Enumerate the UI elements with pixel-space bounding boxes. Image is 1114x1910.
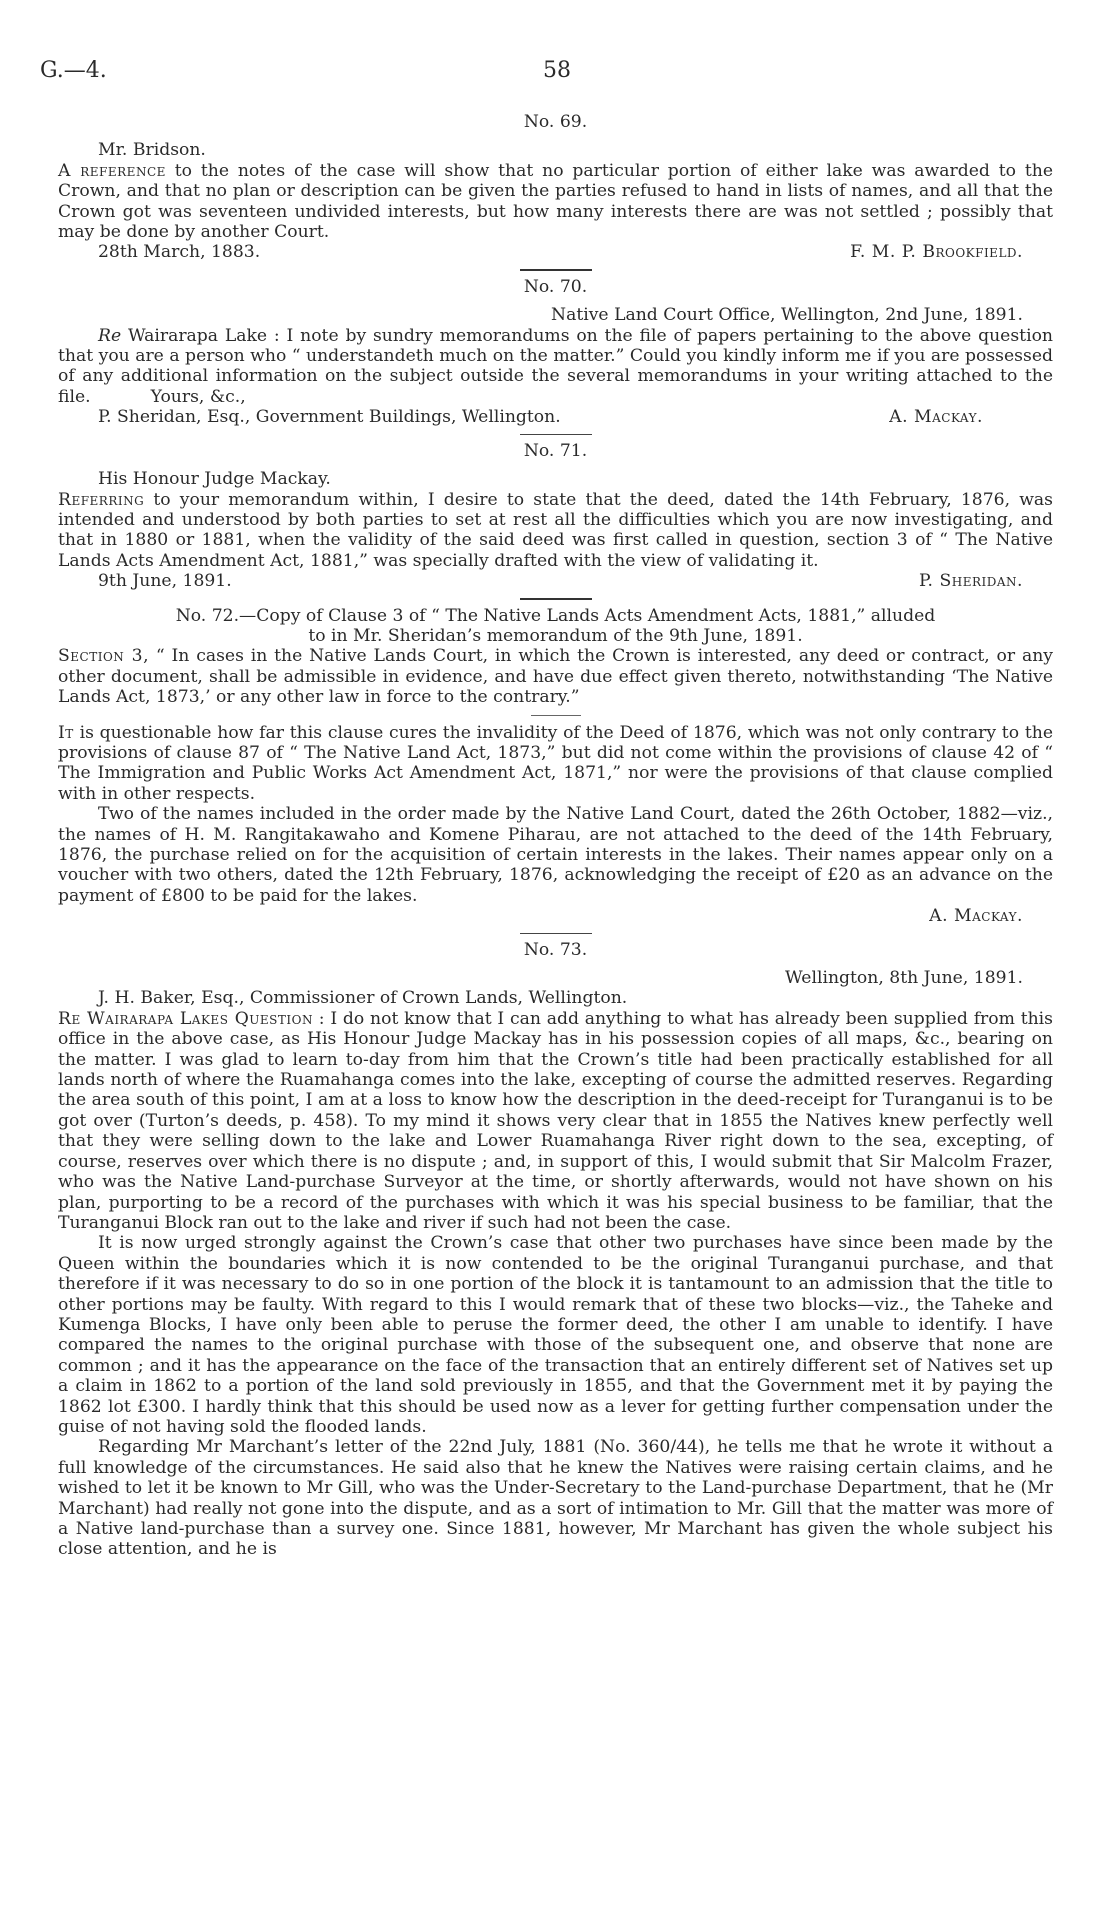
body-text: to your memorandum within, I desire to state that the deed, dated the 14th February, 1876, was intended and understood by both parties to set at rest all the difficulties which you are now investigating, and that in 1880 or 1881, when the validity of the said deed was first called in question, section 3 of “ The Native Lands Acts Amendment Act, 1881,” was specially drafted with the view of validating it. [58,489,1053,571]
body-paragraph: It is now urged strongly against the Crown’s case that other two purchases have since been made by the Queen within the boundaries which it is now contended to be the original Turanganui purchase, and that therefore if it was necessary to do so in one portion of the block it is tantamount to an admission that the title to other portions may be faulty. With regard to this I would remark that of these two blocks—viz., the Taheke and Kumenga Blocks, I have only been able to peruse the former deed, the other I am unable to identify. I have compared the names to the original purchase with those of the subsequent one, and observe that none are common ; and it has the appearance on the face of the transaction that an entirely different set of Natives set up a claim in 1862 to a portion of the land sold previously in 1855, and that the Government met it by paying the 1862 lot £300. I hardly think that this should be used now as a lever for getting further compensation under the guise of not having sold the flooded lands. [58,1233,1053,1437]
item-no-69 [58,112,1053,263]
date-line: 9th June, 1891. [98,571,232,592]
addressee: Mr. Bridson. [98,140,206,161]
body-paragraph [58,326,1053,408]
lead-word: Referring [58,489,145,510]
body-text: “ In cases in the Native Lands Court, in which the Crown is interested, any deed or contract, or any other document, shall be admissible in evidence, and have due effect given thereto, notwithstanding ‘The Native Lands Act, 1873,’ or any other law in force to the contrary.” [58,646,1053,708]
item-heading: No. 73. [523,939,588,960]
sign-row [58,407,1053,427]
item-no-70 [58,277,1053,428]
body-text: : I do not know that I can add anything to what has already been supplied from this office in the above case, as His Honour Judge Mackay has in his possession copies of all maps, &c., bearing on the matter. I was glad to learn to-day from him that the Crown’s title had been practically established for all lands north of where the Ruamahanga comes into the lake, excepting of course the admitted reserves. Regarding the area south of this point, I am at a loss to know how the description in the deed-receipt for Turanganui is to be got over (Turton’s deeds, p. 458). To my mind it shows very clear that in 1855 the Natives knew perfectly well that they were selling down to the lake and Lower Ruamahanga River right down to the sea, excepting, of course, reserves over which there is no dispute ; and, in support of this, I would submit that Sir Malcolm Frazer, who was the Native Land-purchase Surveyor at the time, or shortly afterwards, would not have shown on his plan, purporting to be a record of the purchases with which it was his special business to be familiar, that the Turanganui Block ran out to the lake and river if such had not been the case. [58,1008,1053,1233]
divider [520,269,592,271]
addressee: J. H. Baker, Esq., Commissioner of Crown Lands, Wellington. [98,988,628,1009]
addressee: His Honour Judge Mackay. [98,469,331,490]
divider [531,715,581,716]
body-paragraph [58,161,1053,243]
body-paragraph [58,1009,1053,1233]
signature: A. Mackay. [889,407,983,428]
closing: Yours, &c., [150,386,246,407]
item-heading-line-1: No. 72.—Copy of Clause 3 of “ The Native Lands Acts Amendment Acts, 1881,” alluded [175,605,936,626]
date-line: 28th March, 1883. [98,242,261,263]
item-heading: No. 70. [523,276,588,297]
body-paragraph: Two of the names included in the order made by the Native Land Court, dated the 26th October, 1882—viz., the names of H. M. Rangitakawaho and Komene Piharau, are not attached to the deed of the 14th February, 1876, the purchase relied on for the acquisition of certain interests in the lakes. Their names appear only on a voucher with two others, dated the 12th February, 1876, acknowledging the receipt of £20 as an advance on the payment of £800 to be paid for the lakes. [58,804,1053,906]
item-heading: No. 71. [523,440,588,461]
sign-row [58,242,1053,262]
section-quote [58,646,1053,707]
item-heading: No. 69. [523,112,588,132]
divider [520,598,592,600]
place-date: Native Land Court Office, Wellington, 2nd June, 1891. [551,305,1023,326]
item-heading-line-2: to in Mr. Sheridan’s memorandum of the 9th June, 1891. [308,625,803,646]
signature: F. M. P. Brookfield. [850,242,1023,263]
divider [520,434,592,435]
item-no-71 [58,441,1053,592]
item-no-72 [58,606,1053,927]
body-paragraph [58,723,1053,805]
addressee: P. Sheridan, Esq., Government Buildings, Wellington. [98,407,561,428]
lead-word: It [58,722,74,743]
body-text: Wairarapa Lake : I note by sundry memorandums on the file of papers pertaining to the above question that you are a person who “ understandeth much on the matter.” Could you kindly inform me if you are possessed of any additional information on the subject outside the several memorandums in your writing attached to the file. [58,325,1053,407]
signature: P. Sheridan. [918,571,1023,592]
lead-word: A reference [58,160,166,181]
page-number: 58 [543,58,571,83]
lead-word: Section 3, [58,646,150,667]
body-paragraph: Regarding Mr Marchant’s letter of the 22nd July, 1881 (No. 360/44), he tells me that he wrote it without a full knowledge of the circumstances. He said also that he knew the Natives were raising certain claims, and he wished to let it be known to Mr Gill, who was the Under-Secretary to the Land-purchase Department, that he (Mr Marchant) had really not gone into the dispute, and as a sort of intimation to Mr. Gill that the matter was more of a Native land-purchase than a survey one. Since 1881, however, Mr Marchant has given the whole subject his close attention, and he is [58,1437,1053,1560]
re-word: Re [98,325,122,346]
lead-word: Re Wairarapa Lakes Question [58,1008,313,1029]
document-body [58,110,1053,1560]
body-text: to the notes of the case will show that no particular portion of either lake was awarded to the Crown, and that no plan or description can be given the parties refused to hand in lists of names, and all that the Crown got was seventeen undivided interests, but how many interests there are was not settled ; possibly that may be done by another Court. [58,160,1053,243]
sign-row [58,571,1053,591]
header-series: G.—4. [40,58,107,83]
body-paragraph [58,490,1053,572]
divider [520,933,592,934]
place-date: Wellington, 8th June, 1891. [785,968,1023,989]
item-no-73 [58,940,1053,1560]
signature: A. Mackay. [929,906,1023,927]
body-text: is questionable how far this clause cures the invalidity of the Deed of 1876, which was not only contrary to the provisions of clause 87 of “ The Native Land Act, 1873,” but did not come within the provisions of clause 42 of “ The Immigration and Public Works Act Amendment Act, 1871,” nor were the provisions of that clause complied with in other respects. [58,722,1053,804]
